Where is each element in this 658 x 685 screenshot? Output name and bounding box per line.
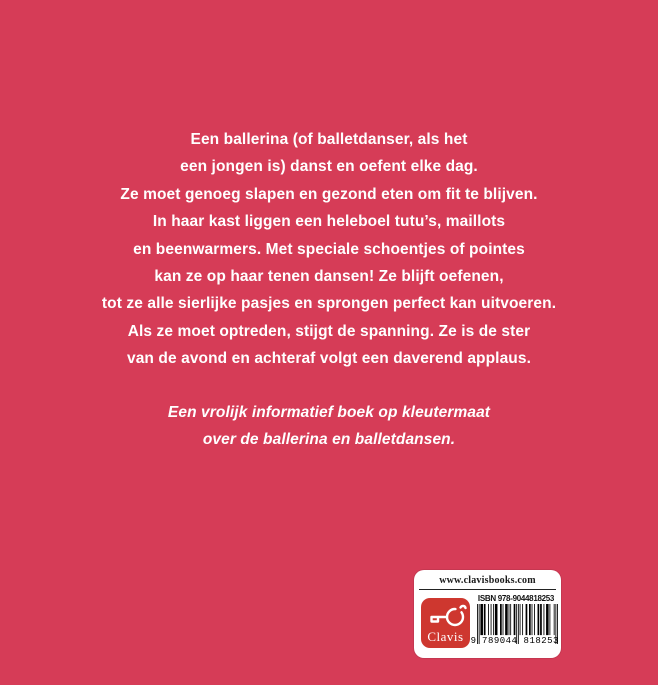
- blurb-line: Een ballerina (of balletdanser, als het: [190, 131, 468, 148]
- blurb-line: In haar kast liggen een heleboel tutu’s, maillots: [152, 213, 506, 231]
- clavis-logo: [421, 598, 470, 648]
- publisher-website: www.clavisbooks.com: [439, 575, 536, 586]
- publisher-name: Clavis: [427, 629, 464, 644]
- sticker-divider: [419, 589, 556, 590]
- blurb-line: en beenwarmers. Met speciale schoentjes of pointes: [133, 240, 525, 258]
- barcode-digits: [466, 636, 562, 646]
- blurb-text: [0, 126, 658, 373]
- blurb-line: Als ze moet optreden, stijgt de spanning. Ze is de ster: [127, 322, 531, 340]
- key-icon: [424, 603, 468, 629]
- isbn-sticker: [414, 570, 561, 658]
- barcode-digit-group: 818253: [523, 636, 559, 646]
- blurb-line: een jongen is) danst en oefent elke dag.: [180, 158, 478, 176]
- tagline-line: Een vrolijk informatief boek op kleutermaat: [167, 404, 491, 421]
- barcode-digit-group: 789044: [482, 636, 518, 646]
- blurb-line: van de avond en achteraf volgt een daverend applaus.: [126, 350, 531, 368]
- tagline-text: [0, 399, 658, 454]
- blurb-line: kan ze op haar tenen dansen! Ze blijft oefenen,: [154, 268, 504, 286]
- blurb-line: Ze moet genoeg slapen en gezond eten om fit te blijven.: [120, 185, 538, 203]
- tagline-line: over de ballerina en balletdansen.: [202, 431, 456, 449]
- blurb-line: tot ze alle sierlijke pasjes en sprongen perfect kan uitvoeren.: [101, 295, 557, 313]
- isbn-label: ISBN 978-9044818253: [477, 594, 555, 603]
- barcode-digit-group: 9: [470, 636, 476, 646]
